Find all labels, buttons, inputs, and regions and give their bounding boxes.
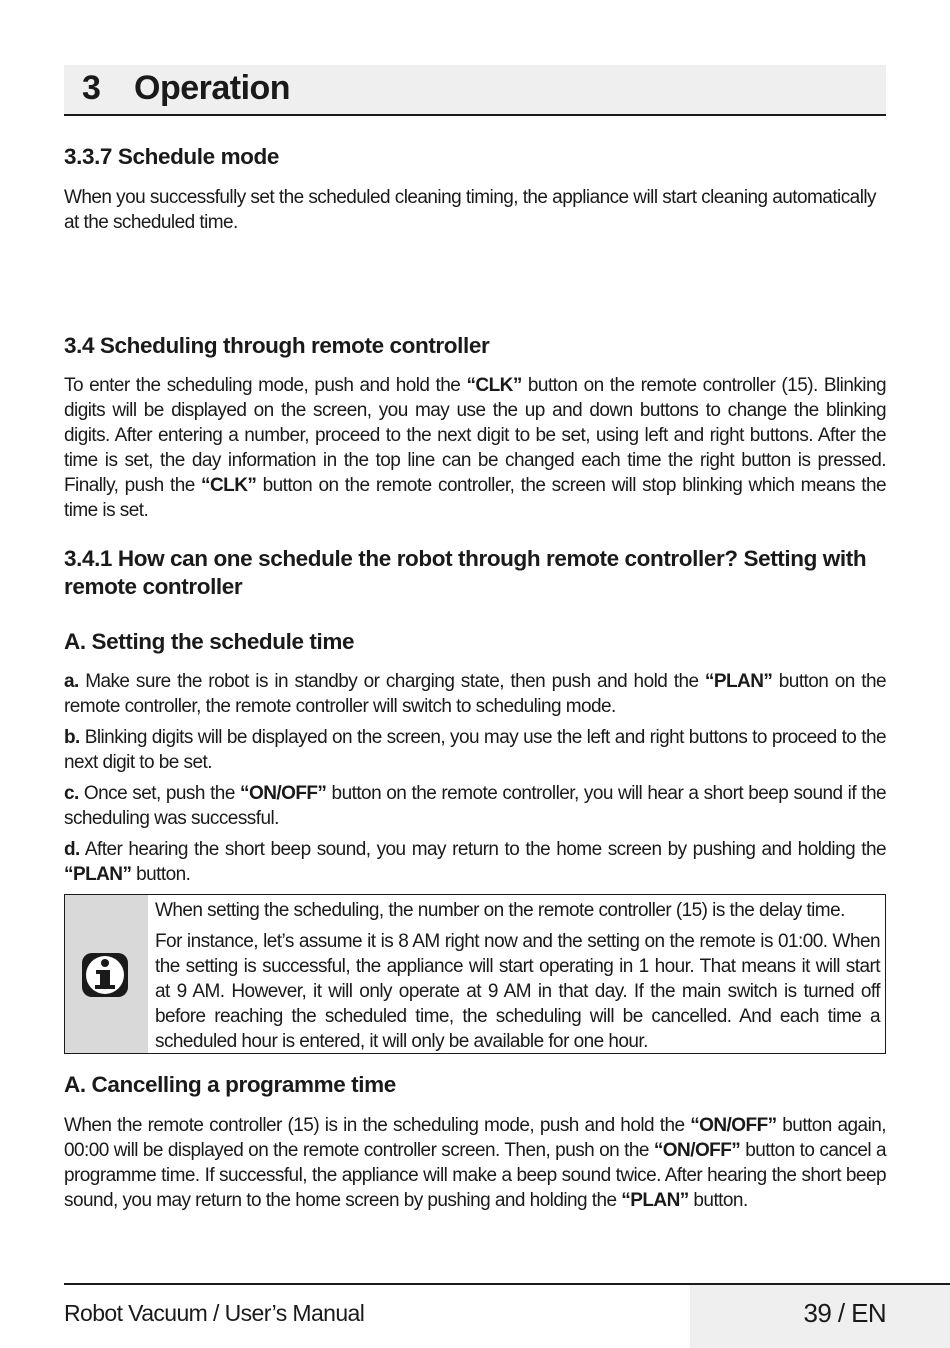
- info-note-box: [64, 894, 886, 1054]
- clk-label: “CLK”: [201, 475, 257, 496]
- chapter-number: 3: [82, 69, 101, 107]
- footer-page-number: 39 / EN: [803, 1298, 886, 1328]
- chapter-header: [64, 65, 886, 116]
- heading-cancelling-programme: A. Cancelling a programme time: [64, 1072, 396, 1097]
- chapter-title: Operation: [134, 69, 291, 107]
- note-delay-time: When setting the scheduling, the number on the remote controller (15) is the delay time.: [155, 900, 845, 921]
- paragraph-schedule-mode: When you successfully set the scheduled cleaning timing, the appliance will start cleaning automatically at the scheduled time.: [64, 187, 876, 233]
- heading-schedule-mode: 3.3.7 Schedule mode: [64, 144, 279, 169]
- heading-how-to-schedule: 3.4.1 How can one schedule the robot through remote controller? Setting with remote controller: [64, 546, 867, 599]
- paragraph-scheduling-remote: To enter the scheduling mode, push and hold the “CLK” button on the remote controller (15). Blinking digits will be displayed on the screen, you may use the up and down buttons to change the blinking digits. After entering a number, proceed to the next digit to be set, using left and right buttons. After the time is set, the day information in the top line can be changed each time the right button is pressed. Finally, push the “CLK” button on the remote controller, the screen will stop blinking which means the time is set.: [64, 375, 886, 521]
- clk-label: “CLK”: [466, 375, 522, 396]
- paragraph-cancelling-programme: When the remote controller (15) is in the scheduling mode, push and hold the “ON/OFF” button again, 00:00 will be displayed on the remote controller screen. Then, push on the “ON/OFF” button to cancel a programme time. If successful, the appliance will make a beep sound twice. After hearing the short beep sound, you may return to the home screen by pushing and holding the “PLAN” button.: [64, 1115, 886, 1211]
- footer-manual-title: Robot Vacuum / User’s Manual: [64, 1300, 365, 1326]
- step-a: a. Make sure the robot is in standby or charging state, then push and hold the “PLAN” button on the remote controller, the remote controller will switch to scheduling mode.: [64, 671, 886, 717]
- note-example: For instance, let’s assume it is 8 AM right now and the setting on the remote is 01:00. When the setting is successful, the appliance will start operating in 1 hour. That means it will start at 9 AM. However, it will only operate at 9 AM in that day. If the main switch is turned off before reaching the scheduled time, the scheduling will be cancelled. And each time a scheduled hour is entered, it will only be available for one hour.: [155, 931, 880, 1052]
- step-b: b. Blinking digits will be displayed on the screen, you may use the left and right buttons to proceed to the next digit to be set.: [64, 727, 886, 773]
- note-icon-cell: [65, 895, 148, 1053]
- step-d: d. After hearing the short beep sound, you may return to the home screen by pushing and holding the “PLAN” button.: [64, 839, 886, 885]
- heading-scheduling-remote: 3.4 Scheduling through remote controller: [64, 333, 490, 358]
- info-icon: [82, 953, 128, 997]
- step-c: c. Once set, push the “ON/OFF” button on the remote controller, you will hear a short beep sound if the scheduling was successful.: [64, 783, 887, 829]
- heading-setting-schedule-time: A. Setting the schedule time: [64, 629, 355, 654]
